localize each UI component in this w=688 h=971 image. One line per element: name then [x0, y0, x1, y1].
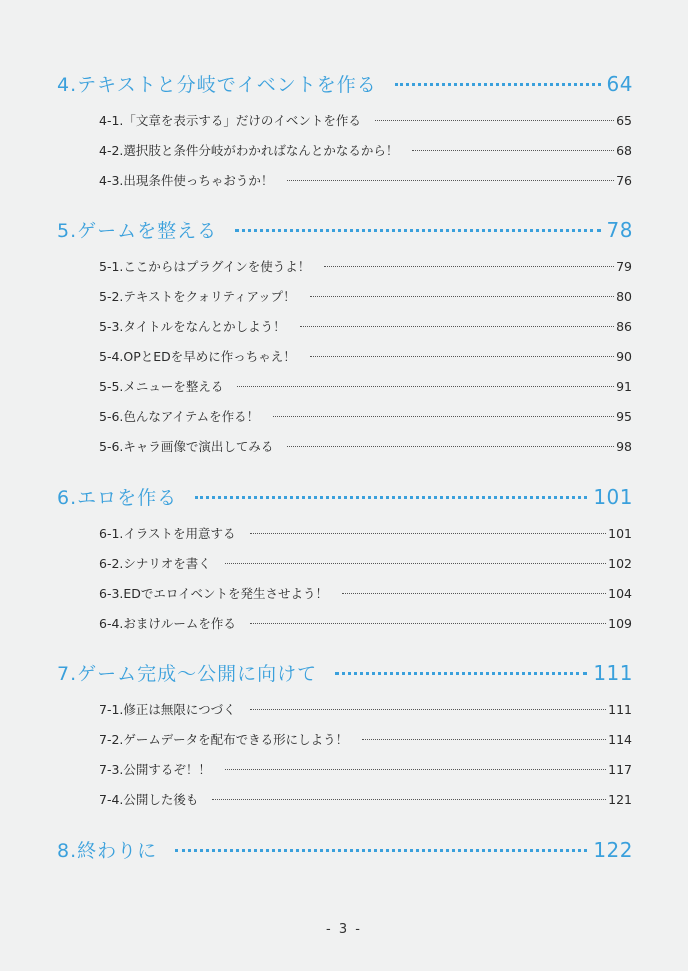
dot-leader [362, 739, 606, 740]
section-page: 68 [616, 143, 632, 158]
section-title: 7-2.ゲームデータを配布できる形にしよう！ [99, 732, 349, 747]
chapter-title: 7.ゲーム完成～公開に向けて [57, 663, 318, 685]
dot-leader [395, 83, 601, 86]
section-page: 86 [616, 319, 632, 334]
section-title: 7-3.公開するぞ！！ [99, 762, 211, 777]
toc-section-4-3[interactable] [99, 171, 632, 189]
dot-leader [375, 120, 614, 121]
section-page: 109 [608, 616, 632, 631]
section-page: 101 [608, 526, 632, 541]
toc-section-7-3[interactable] [99, 760, 632, 778]
dot-leader [250, 533, 607, 534]
chapter-page: 111 [593, 661, 633, 685]
section-page: 114 [608, 732, 632, 747]
dot-leader [335, 672, 587, 675]
chapter-title: 6.エロを作る [57, 487, 178, 509]
page-number: - 3 - [326, 922, 362, 937]
dot-leader [287, 446, 614, 447]
section-page: 90 [616, 349, 632, 364]
section-title: 7-4.公開した後も [99, 792, 199, 807]
section-page: 91 [616, 379, 632, 394]
section-title: 5-1.ここからはプラグインを使うよ！ [99, 259, 311, 274]
section-page: 102 [608, 556, 632, 571]
dot-leader [412, 150, 614, 151]
dot-leader [273, 416, 614, 417]
toc-chapter-7[interactable] [57, 659, 633, 686]
dot-leader [175, 849, 587, 852]
section-title: 5-3.タイトルをなんとかしよう！ [99, 319, 286, 334]
section-title: 5-5.メニューを整える [99, 379, 224, 394]
dot-leader [250, 623, 606, 624]
toc-section-5-2[interactable] [99, 287, 632, 305]
dot-leader [310, 356, 614, 357]
dot-leader [195, 496, 587, 499]
section-page: 104 [608, 586, 632, 601]
section-title: 4-3.出現条件使っちゃおうか！ [99, 173, 274, 188]
section-title: 5-4.OPとEDを早めに作っちゃえ！ [99, 349, 296, 364]
chapter-page: 101 [593, 485, 633, 509]
section-title: 6-1.イラストを用意する [99, 526, 236, 541]
dot-leader [287, 180, 614, 181]
section-page: 111 [608, 702, 632, 717]
toc-chapter-8[interactable] [57, 836, 633, 863]
chapter-page: 122 [593, 838, 633, 862]
toc-section-4-1[interactable] [99, 111, 632, 129]
dot-leader [225, 563, 606, 564]
section-title: 5-2.テキストをクォリティアップ！ [99, 289, 296, 304]
section-title: 4-2.選択肢と条件分岐がわかればなんとかなるから！ [99, 143, 399, 158]
chapter-title: 4.テキストと分岐でイベントを作る [57, 74, 377, 96]
dot-leader [300, 326, 614, 327]
toc-section-5-5[interactable] [99, 377, 632, 395]
section-page: 98 [616, 439, 632, 454]
section-title: 5-6.色んなアイテムを作る！ [99, 409, 260, 424]
chapter-page: 64 [606, 72, 633, 96]
toc-section-4-2[interactable] [99, 141, 632, 159]
dot-leader [212, 799, 606, 800]
section-title: 6-2.シナリオを書く [99, 556, 211, 571]
toc-section-5-1[interactable] [99, 257, 632, 275]
toc-chapter-4[interactable] [57, 70, 633, 97]
dot-leader [250, 709, 607, 710]
toc-section-7-4[interactable] [99, 790, 632, 808]
dot-leader [310, 296, 614, 297]
toc-section-6-1[interactable] [99, 524, 632, 542]
section-page: 76 [616, 173, 632, 188]
chapter-title: 5.ゲームを整える [57, 220, 218, 242]
toc-section-6-4[interactable] [99, 614, 632, 632]
section-title: 6-3.EDでエロイベントを発生させよう！ [99, 586, 329, 601]
dot-leader [235, 229, 600, 232]
toc-section-6-2[interactable] [99, 554, 632, 572]
toc-section-5-6[interactable] [99, 407, 632, 425]
toc-chapter-5[interactable] [57, 216, 633, 243]
toc-section-7-1[interactable] [99, 700, 632, 718]
section-title: 7-1.修正は無限につづく [99, 702, 236, 717]
section-page: 95 [616, 409, 632, 424]
toc-chapter-6[interactable] [57, 483, 633, 510]
dot-leader [324, 266, 614, 267]
dot-leader [237, 386, 614, 387]
toc-section-6-3[interactable] [99, 584, 632, 602]
toc-section-5-7[interactable] [99, 437, 632, 455]
section-title: 5-6.キャラ画像で演出してみる [99, 439, 274, 454]
chapter-title: 8.終わりに [57, 840, 158, 862]
section-title: 4-1.「文章を表示する」だけのイベントを作る [99, 113, 361, 128]
section-page: 121 [608, 792, 632, 807]
section-title: 6-4.おまけルームを作る [99, 616, 236, 631]
toc-section-7-2[interactable] [99, 730, 632, 748]
dot-leader [342, 593, 606, 594]
section-page: 65 [616, 113, 632, 128]
section-page: 117 [608, 762, 632, 777]
toc-section-5-3[interactable] [99, 317, 632, 335]
dot-leader [225, 769, 606, 770]
toc-section-5-4[interactable] [99, 347, 632, 365]
section-page: 80 [616, 289, 632, 304]
chapter-page: 78 [606, 218, 633, 242]
section-page: 79 [616, 259, 632, 274]
